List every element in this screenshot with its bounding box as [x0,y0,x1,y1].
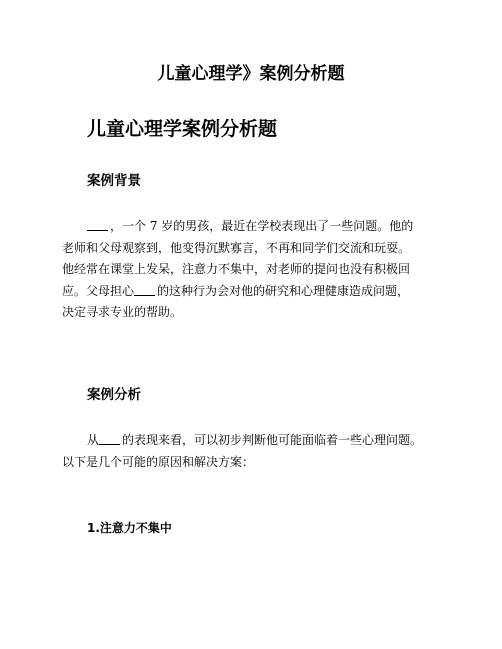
paragraph-line: 老师和父母观察到，他变得沉默寡言，不再和同学们交流和玩耍。 [62,240,411,255]
section-heading-analysis: 案例分析 [87,387,141,403]
name-blank [134,282,155,296]
line-text: ，一个 7 岁的男孩，最近在学校表现出了一些问题。他的 [110,219,414,233]
document-title: 儿童心理学》案例分析题 [157,64,345,84]
sub-heading-attention: 1.注意力不集中 [87,521,172,535]
main-heading: 儿童心理学案例分析题 [87,118,278,140]
line-text: 的这种行为会对他的研究和心理健康造成问题， [157,283,410,298]
section-heading-background: 案例背景 [87,173,141,189]
name-blank [87,217,108,231]
paragraph-line: 他经常在课堂上发呆，注意力不集中，对老师的提问也没有积极回 [62,262,411,276]
paragraph-line: 以下是几个可能的原因和解决方案： [62,454,255,469]
line-text: 应。父母担心 [62,283,135,298]
line-text: 的表现来看，可以初步判断他可能面临着一些心理问题。 [122,433,423,447]
line-text: 从 [87,433,100,447]
name-blank [99,431,120,445]
paragraph-line [62,281,472,303]
paragraph-line [62,216,472,238]
paragraph-line [62,430,472,452]
paragraph-line: 决定寻求专业的帮助。 [62,305,183,319]
background-paragraph [62,216,472,324]
analysis-paragraph [62,430,472,473]
